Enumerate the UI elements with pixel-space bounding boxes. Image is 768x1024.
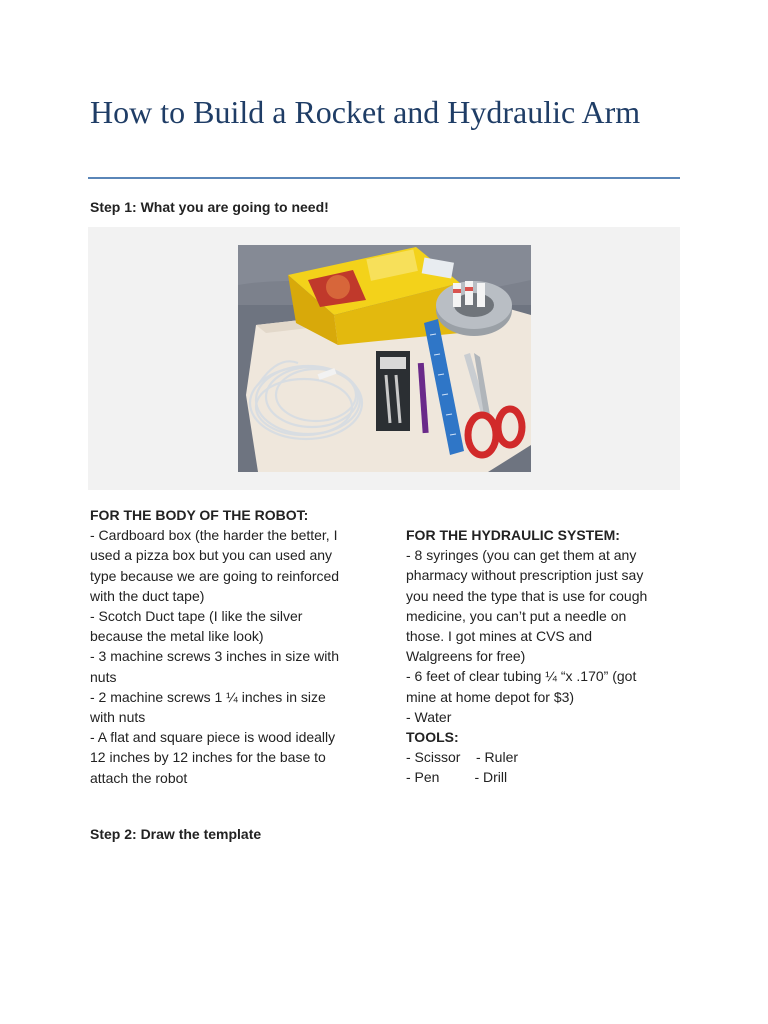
supply-line: - Scotch Duct tape (I like the silver — [90, 608, 303, 625]
supply-line: attach the robot — [90, 769, 188, 786]
supply-line: 12 inches by 12 inches for the base to — [90, 749, 326, 766]
supplies-photo — [238, 245, 531, 472]
document-title: How to Build a Rocket and Hydraulic Arm — [90, 94, 641, 130]
hydraulic-system-heading: FOR THE HYDRAULIC SYSTEM: — [406, 527, 620, 543]
supply-line: nuts — [90, 668, 117, 685]
supply-line: - 6 feet of clear tubing ¼ “x .170” (got — [406, 668, 637, 685]
supply-line: - Water — [406, 708, 452, 725]
photo-panel — [88, 227, 680, 490]
supply-line: - 8 syringes (you can get them at any — [406, 547, 637, 564]
screws-package — [376, 351, 410, 431]
tools-row: - Scissor - Ruler — [406, 749, 519, 766]
tools-heading: TOOLS: — [406, 729, 459, 746]
supply-line: mine at home depot for $3) — [406, 688, 575, 705]
tools-row: - Pen - Drill — [406, 769, 508, 786]
supply-line: pharmacy without prescription just say — [406, 567, 644, 584]
step-2-heading: Step 2: Draw the template — [90, 826, 262, 842]
supply-line: with the duct tape) — [90, 587, 205, 604]
title-underline — [88, 177, 680, 179]
step-1-heading: Step 1: What you are going to need! — [90, 199, 329, 215]
supply-line: type because we are going to reinforced — [90, 567, 340, 584]
robot-body-heading: FOR THE BODY OF THE ROBOT: — [90, 507, 309, 523]
supply-line: with nuts — [90, 709, 146, 726]
supply-line: you need the type that is use for cough — [406, 587, 648, 604]
supply-line: medicine, you can’t put a needle on — [406, 607, 627, 624]
supply-line: Walgreens for free) — [406, 648, 526, 665]
supply-line: those. I got mines at CVS and — [406, 628, 592, 645]
supply-line: because the metal like look) — [90, 628, 264, 645]
robot-body-supplies — [90, 505, 380, 788]
supply-line: - A flat and square piece is wood ideally — [90, 729, 336, 746]
supply-line: used a pizza box but you can used any — [90, 547, 333, 564]
duct-tape — [436, 281, 512, 336]
supply-line: - 2 machine screws 1 ¼ inches in size — [90, 688, 326, 705]
supply-line: - 3 machine screws 3 inches in size with — [90, 648, 339, 665]
hydraulic-system-supplies — [406, 525, 686, 788]
supply-line: - Cardboard box (the harder the better, I — [90, 527, 338, 544]
